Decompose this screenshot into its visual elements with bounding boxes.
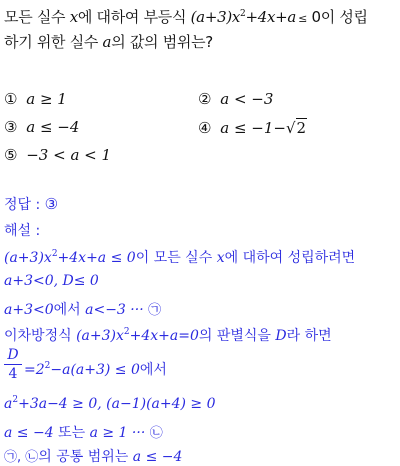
math-expr: a+3<0 — [4, 302, 54, 318]
question-text: 의 값의 범위는? — [111, 33, 213, 51]
math-var: x — [216, 250, 225, 266]
option-text: a ≥ 1 — [26, 90, 67, 108]
question-text: 하기 위한 실수 — [4, 33, 103, 51]
option-marker: ⑤ — [4, 146, 18, 164]
solution-line-4 — [4, 325, 332, 345]
condition-marker: ㉡ — [149, 426, 163, 441]
option-text: a < −3 — [220, 90, 274, 108]
math-expr: a ≤ −4 — [4, 425, 54, 441]
fraction-bar — [4, 364, 22, 365]
option-marker: ③ — [4, 118, 18, 136]
math-expr: −a(a+3) ≤ 0 — [50, 362, 140, 378]
exponent: 2 — [240, 9, 246, 19]
question-text: 에 대하여 부등식 — [77, 8, 191, 26]
exponent: 2 — [123, 327, 130, 337]
option-5[interactable] — [4, 146, 111, 164]
solution-label: 해설 : — [4, 223, 41, 239]
math-relation: ≤ — [298, 12, 307, 25]
solution-text: 이 모든 실수 — [135, 250, 217, 266]
fraction-denominator: 4 — [8, 366, 18, 382]
solution-line-2: a+3<0, D≤ 0 — [4, 273, 99, 289]
fraction-numerator: D — [7, 347, 19, 363]
solution-text: 의 공통 범위는 — [38, 449, 133, 465]
math-expr: =2 — [24, 362, 45, 378]
math-expr: a<−3 ··· — [85, 302, 149, 318]
question-line-1 — [4, 6, 368, 27]
math-expr: (a+3)x — [4, 250, 52, 266]
math-expr: (a+3)x — [190, 8, 241, 26]
solution-text: 에서 — [53, 302, 86, 318]
question-line-2 — [4, 31, 213, 52]
question-text: 0이 성립 — [307, 8, 368, 26]
solution-line-5 — [24, 359, 167, 379]
solution-text: 에서 — [139, 362, 167, 378]
solution-text: 의 판별식을 — [198, 328, 276, 344]
solution-line-1 — [4, 247, 355, 267]
exponent: 2 — [12, 395, 19, 405]
solution-line-6 — [4, 396, 216, 412]
fraction-d-over-4 — [4, 347, 22, 382]
radicand: 2 — [296, 119, 307, 137]
math-expr: a ≥ 1 ··· — [89, 425, 150, 441]
exponent: 2 — [44, 361, 51, 371]
math-expr: +4x+a — [245, 8, 297, 26]
math-var: a — [102, 33, 112, 51]
option-4[interactable]: ④ a ≤ −1−√2 — [198, 119, 307, 137]
solution-line-3 — [4, 299, 161, 319]
solution-line-7 — [4, 422, 163, 442]
solution-text: 또는 — [53, 425, 90, 441]
math-expr: a — [4, 396, 13, 412]
math-var: D — [275, 328, 287, 344]
solution-line-8 — [4, 446, 182, 466]
option-text: a ≤ −4 — [26, 118, 80, 136]
answer-marker: ③ — [44, 195, 59, 213]
math-expr: +3a−4 ≥ 0, (a−1)(a+4) ≥ 0 — [18, 396, 216, 412]
math-expr: a ≤ −4 — [132, 449, 183, 465]
condition-markers: ㉠, ㉡ — [4, 450, 39, 465]
option-3[interactable] — [4, 118, 79, 136]
condition-marker: ㉠ — [148, 303, 162, 318]
answer-label: 정답 : — [4, 197, 45, 213]
option-text: −3 < a < 1 — [26, 146, 112, 164]
option-text: a ≤ −1− — [220, 119, 286, 137]
math-expr: +4x+a=0 — [129, 328, 199, 344]
math-expr: (a+3)x — [76, 328, 124, 344]
answer-line — [4, 194, 58, 214]
exponent: 2 — [51, 249, 58, 259]
solution-text: 라 하면 — [286, 328, 332, 344]
math-var: x — [69, 8, 78, 26]
math-expr: +4x+a ≤ 0 — [57, 250, 136, 266]
option-marker: ② — [198, 90, 212, 108]
solution-text: 이차방정식 — [4, 328, 77, 344]
solution-text: 에 대하여 성립하려면 — [224, 250, 356, 266]
option-marker: ④ — [198, 119, 212, 137]
option-2[interactable] — [198, 90, 273, 108]
option-1[interactable] — [4, 90, 67, 108]
option-marker: ① — [4, 90, 18, 108]
question-text: 모든 실수 — [4, 8, 70, 26]
